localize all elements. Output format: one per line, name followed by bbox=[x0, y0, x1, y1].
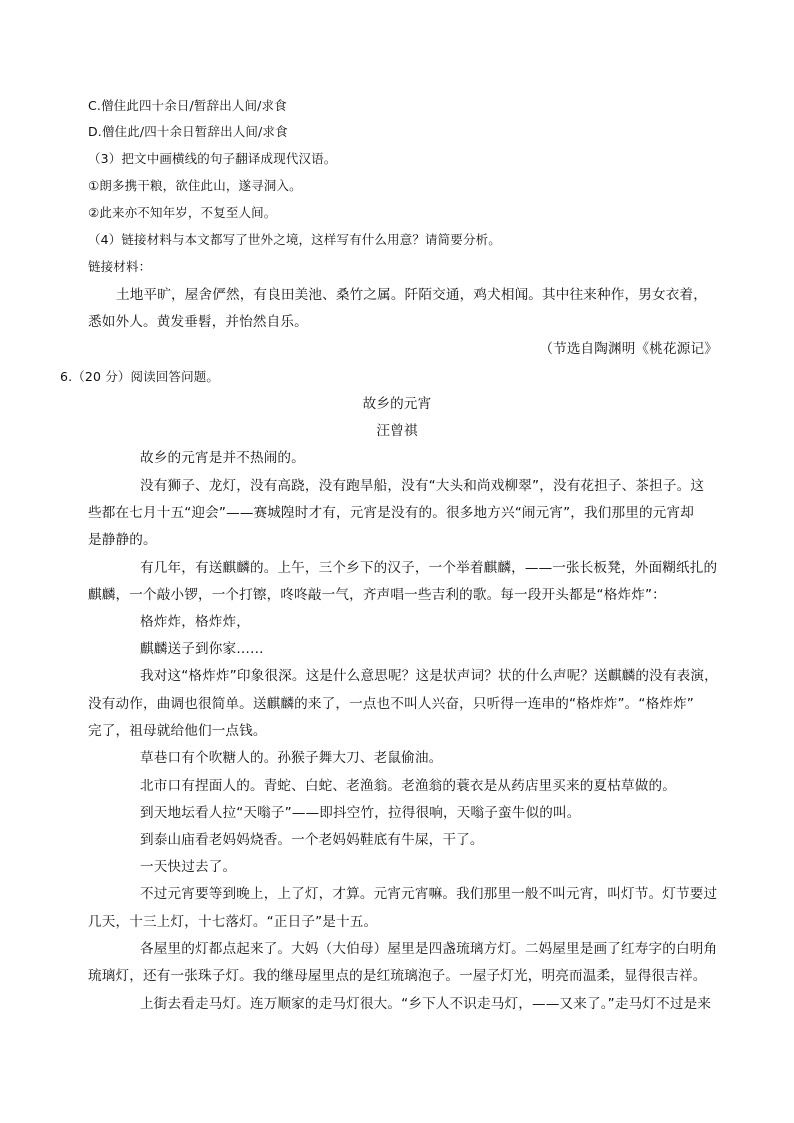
paragraph-line: 一天快过去了。 bbox=[140, 859, 237, 875]
paragraph-line: 麒麟送子到你家…… bbox=[140, 641, 264, 657]
paragraph-line: 北市口有捏面人的。青蛇、白蛇、老渔翁。老渔翁的蓑衣是从药店里买来的夏枯草做的。 bbox=[140, 778, 677, 794]
paragraph-line: 没有狮子、龙灯，没有高跷，没有跑旱船，没有“大头和尚戏柳翠”，没有花担子、茶担子。这 bbox=[140, 478, 705, 494]
paragraph-line: 些都在七月十五“迎会”——赛城隍时才有，元宵是没有的。很多地方兴“闹元宵”，我们那里的元宵却 bbox=[88, 505, 695, 521]
paragraph-line: 几天，十三上灯，十七落灯。“正日子”是十五。 bbox=[88, 914, 378, 930]
paragraph-line: 格炸炸，格炸炸， bbox=[140, 614, 250, 630]
paragraph-line: 有几年，有送麒麟的。上午，三个乡下的汉子，一个举着麒麟，——一张长板凳，外面糊纸扎的 bbox=[140, 560, 718, 576]
link-text-line-1: 土地平旷，屋舍俨然，有良田美池、桑竹之属。阡陌交通，鸡犬相闻。其中往来种作，男女衣着， bbox=[116, 287, 707, 303]
paragraph-line: 到泰山庙看老妈妈烧香。一个老妈妈鞋底有牛屎，干了。 bbox=[140, 832, 484, 848]
paragraph-line: 是静静的。 bbox=[88, 532, 157, 548]
paragraph-line: 上街去看走马灯。连万顺家的走马灯很大。“乡下人不识走马灯，——又来了。”走马灯不过是来 bbox=[140, 996, 712, 1012]
paragraph-line: 到天地坛看人拉“天嗡子”——即抖空竹，拉得很响，天嗡子蛮牛似的叫。 bbox=[140, 805, 581, 821]
article-author: 汪曾祺 bbox=[376, 423, 418, 439]
paragraph-line: 故乡的元宵是并不热闹的。 bbox=[140, 450, 305, 466]
paragraph-line: 麒麟，一个敲小锣，一个打镲，咚咚敲一气，齐声唱一些吉利的歌。每一段开头都是“格炸炸”： bbox=[88, 587, 666, 603]
paragraph-line: 各屋里的灯都点起来了。大妈（大伯母）屋里是四盏琉璃方灯。二妈屋里是画了红寿字的白明角 bbox=[140, 941, 718, 957]
sub-question-4: （4）链接材料与本文都写了世外之境，这样写有什么用意？请简要分析。 bbox=[88, 232, 501, 247]
sentence-1: ①朗多携干粮，欲住此山，遂寻洞入。 bbox=[88, 178, 302, 193]
question-6-header: 6.（20 分）阅读回答问题。 bbox=[60, 369, 220, 384]
paragraph-line: 完了，祖母就给他们一点钱。 bbox=[88, 723, 267, 739]
paragraph-line: 没有动作，曲调也很简单。送麒麟的来了，一点也不叫人兴奋，只听得一连串的“格炸炸”。“格炸炸” bbox=[88, 696, 695, 712]
option-c: C.僧住此四十余日/暂辞出人间/求食 bbox=[88, 98, 287, 113]
link-label: 链接材料： bbox=[88, 259, 152, 274]
paragraph-line: 不过元宵要等到晚上，上了灯，才算。元宵元宵嘛。我们那里一般不叫元宵，叫灯节。灯节要过 bbox=[140, 886, 718, 902]
paragraph-line: 我对这“格炸炸”印象很深。这是什么意思呢？这是状声词？状的什么声呢？送麒麟的没有表演， bbox=[140, 668, 718, 684]
article-title: 故乡的元宵 bbox=[362, 396, 432, 412]
link-source: （节选自陶渊明《桃花源记》 bbox=[539, 341, 718, 357]
link-text-line-2: 悉如外人。黄发垂髫，并怡然自乐。 bbox=[88, 314, 308, 330]
sub-question-3: （3）把文中画横线的句子翻译成现代汉语。 bbox=[88, 151, 337, 166]
sentence-2: ②此来亦不知年岁，不复至人间。 bbox=[88, 205, 277, 220]
paragraph-line: 草巷口有个吹糖人的。孙猴子舞大刀、老鼠偷油。 bbox=[140, 750, 443, 766]
option-d: D.僧住此/四十余日暂辞出人间/求食 bbox=[88, 124, 288, 139]
paragraph-line: 琉璃灯，还有一张珠子灯。我的继母屋里点的是红琉璃泡子。一屋子灯光，明亮而温柔，显得很吉祥。 bbox=[88, 968, 707, 984]
